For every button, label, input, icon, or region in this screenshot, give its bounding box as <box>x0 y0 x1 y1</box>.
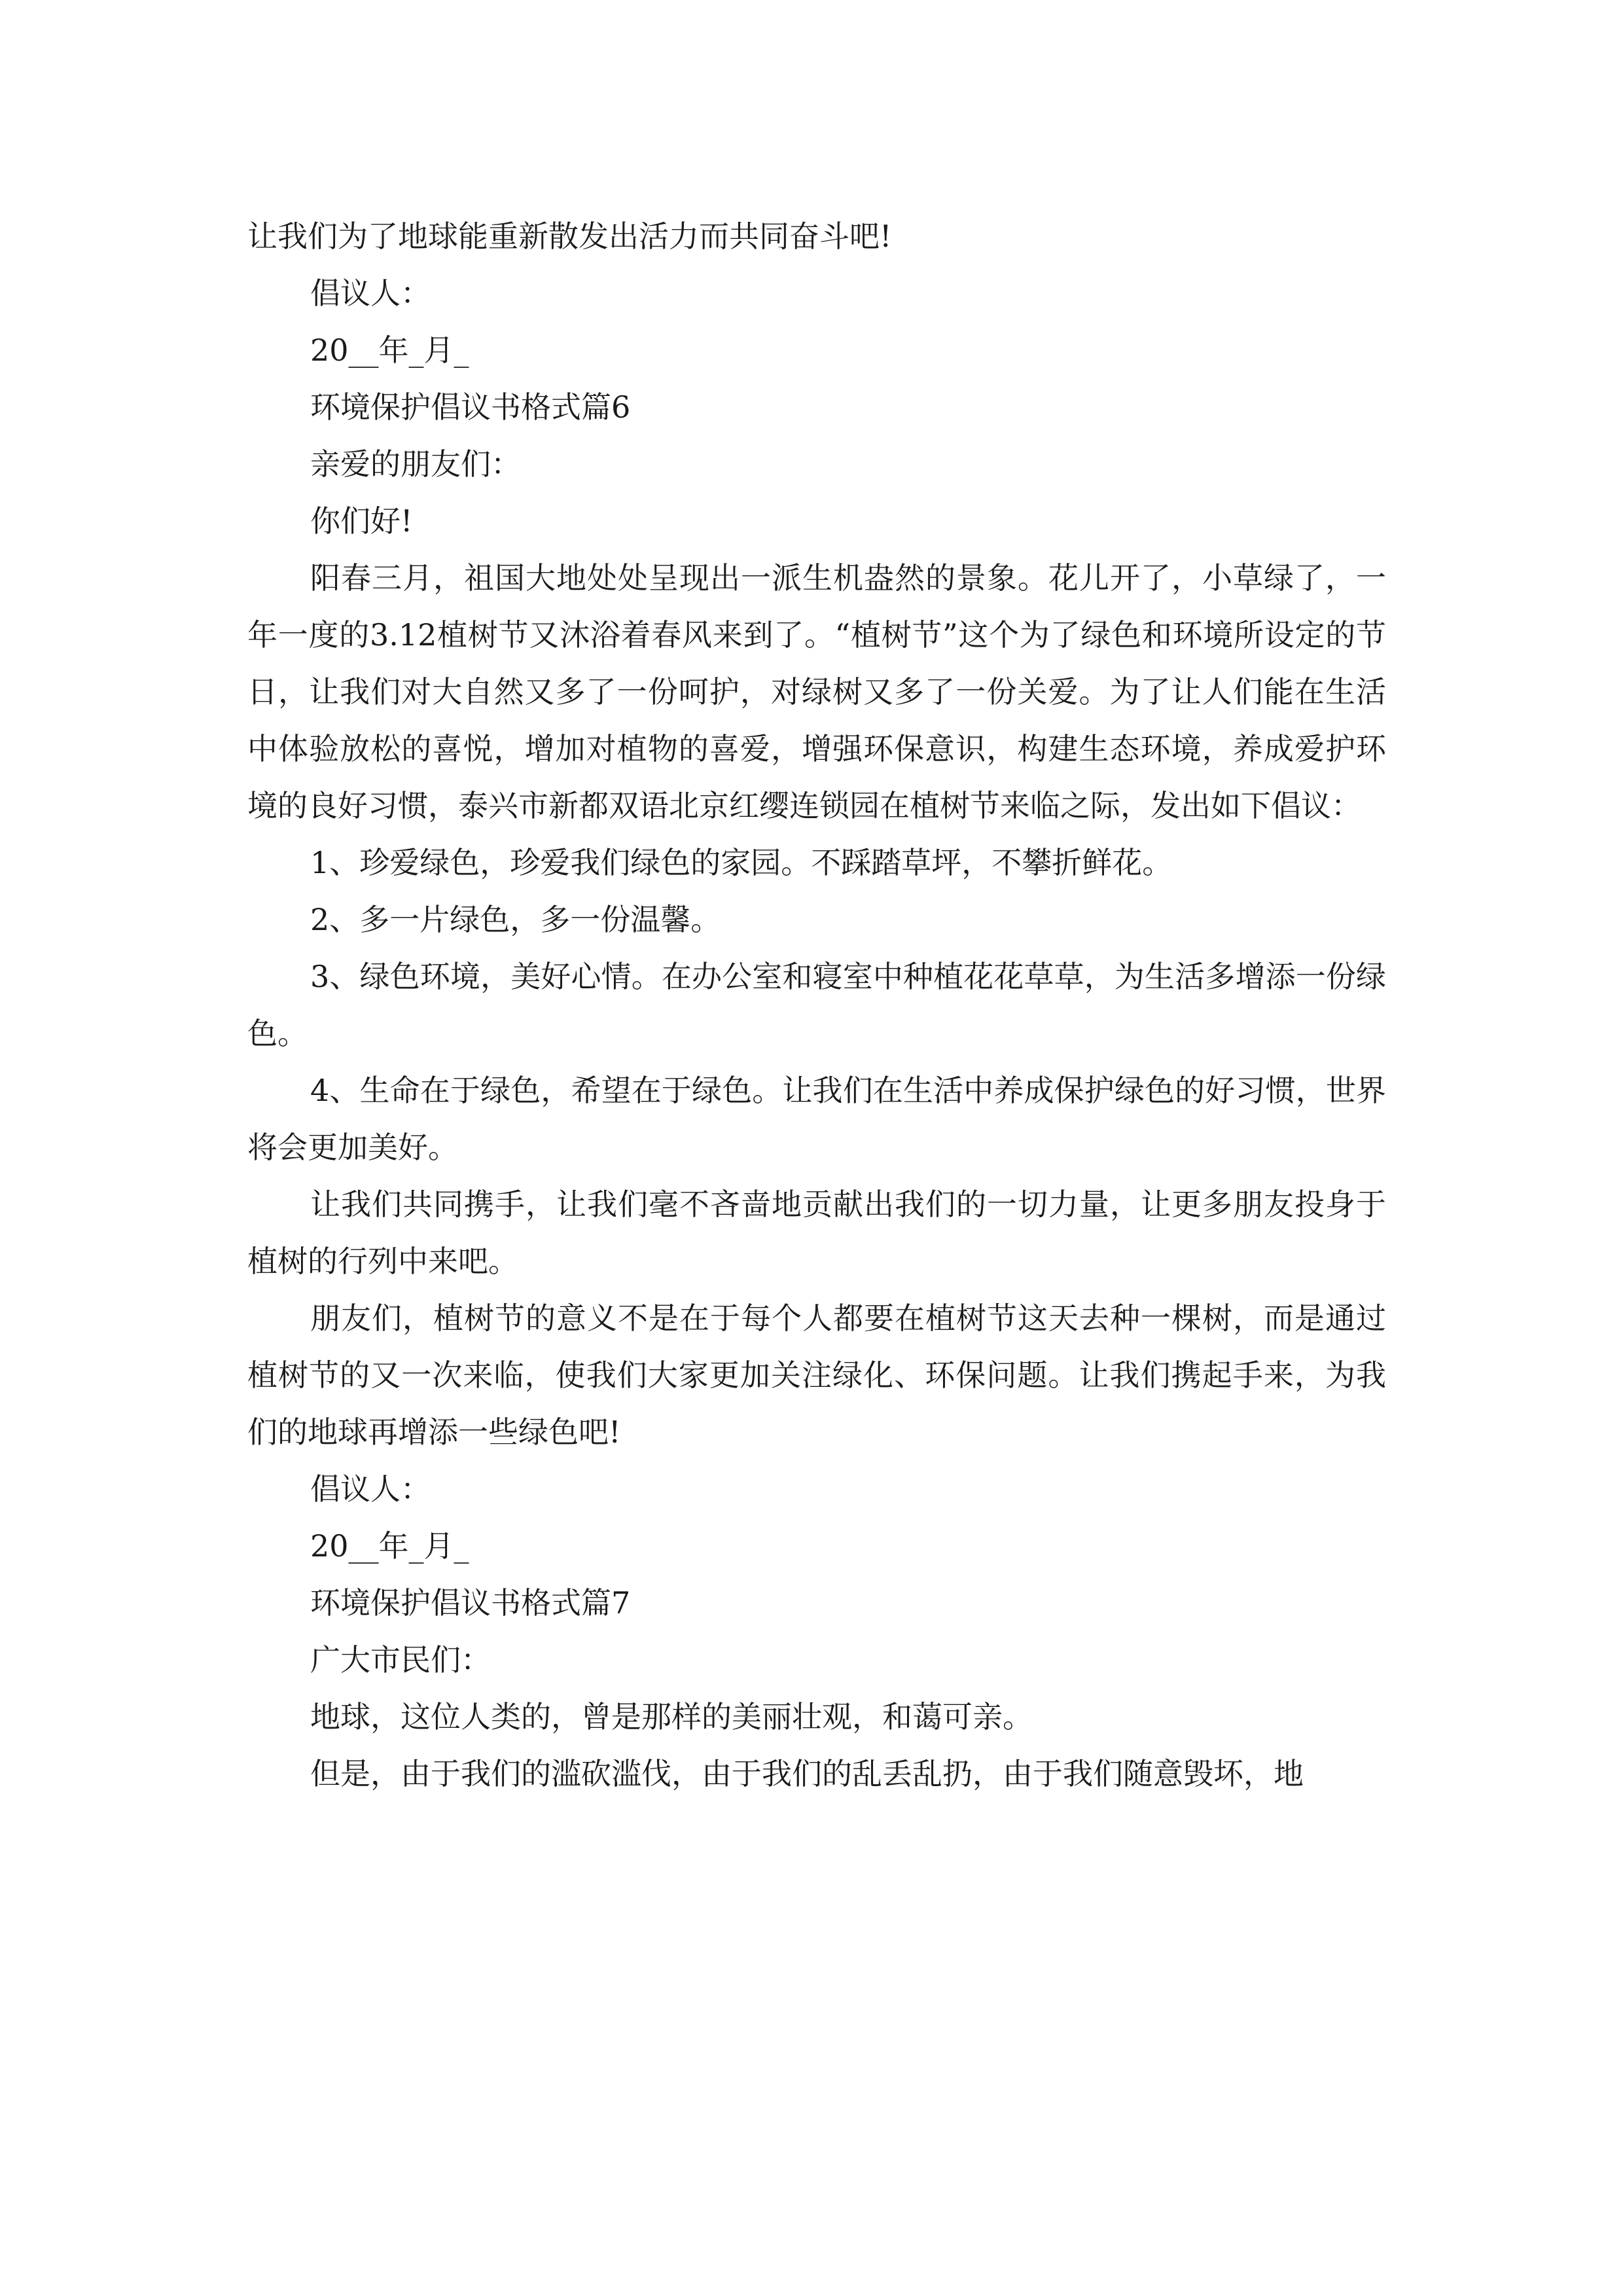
document-body <box>247 208 1386 1803</box>
paragraph-date-line: 20__年_月_ <box>310 332 469 368</box>
list-item-3: 3、绿色环境，美好心情。在办公室和寝室中种植花花草草，为生活多增添一份绿色。 <box>247 959 1386 1051</box>
paragraph-closing-line: 让我们为了地球能重新散发出活力而共同奋斗吧! <box>247 219 892 254</box>
paragraph-greeting: 你们好! <box>310 503 413 539</box>
paragraph-salutation-2: 广大市民们： <box>310 1642 491 1677</box>
list-item-2: 2、多一片绿色，多一份温馨。 <box>310 902 721 937</box>
paragraph-date-line-2: 20__年_月_ <box>310 1528 469 1564</box>
paragraph-signer-label: 倡议人： <box>310 276 431 311</box>
paragraph-call-to-action: 让我们共同携手，让我们毫不吝啬地贡献出我们的一切力量，让更多朋友投身于植树的行列中来吧。 <box>247 1187 1386 1279</box>
list-item-4: 4、生命在于绿色，希望在于绿色。让我们在生活中养成保护绿色的好习惯，世界将会更加美好。 <box>247 1073 1386 1165</box>
list-item-1: 1、珍爱绿色，珍爱我们绿色的家园。不踩踏草坪，不攀折鲜花。 <box>310 845 1173 880</box>
section-heading-6: 环境保护倡议书格式篇6 <box>310 389 631 425</box>
paragraph-body: 阳春三月，祖国大地处处呈现出一派生机盎然的景象。花儿开了，小草绿了，一年一度的3.12植树节又沐浴着春风来到了。“植树节”这个为了绿色和环境所设定的节日，让我们对大自然又多了一份呵护，对绿树又多了一份关爱。为了让人们能在生活中体验放松的喜悦，增加对植物的喜爱，增强环保意识，构建生态环境，养成爱护环境的良好习惯，泰兴市新都双语北京红缨连锁园在植树节来临之际，发出如下倡议： <box>247 560 1386 823</box>
paragraph-conclusion: 朋友们，植树节的意义不是在于每个人都要在植树节这天去种一棵树，而是通过植树节的又一次来临，使我们大家更加关注绿化、环保问题。让我们携起手来，为我们的地球再增添一些绿色吧! <box>247 1300 1386 1450</box>
paragraph-signer-label-2: 倡议人： <box>310 1471 431 1507</box>
paragraph-earth-intro: 地球，这位人类的，曾是那样的美丽壮观，和蔼可亲。 <box>310 1699 1033 1734</box>
paragraph-salutation: 亲爱的朋友们： <box>310 446 521 482</box>
paragraph-earth-problems: 但是，由于我们的滥砍滥伐，由于我们的乱丢乱扔，由于我们随意毁坏，地 <box>310 1756 1304 1791</box>
section-heading-7: 环境保护倡议书格式篇7 <box>310 1585 631 1621</box>
